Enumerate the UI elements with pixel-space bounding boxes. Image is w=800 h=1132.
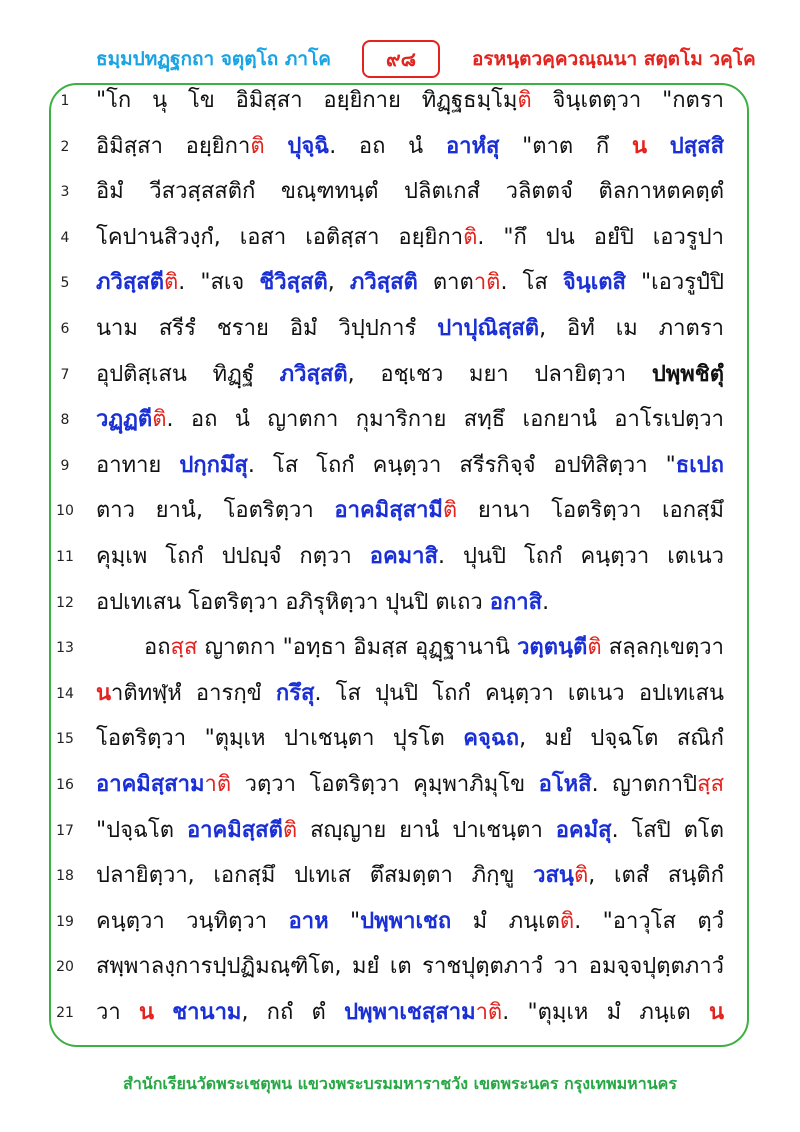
- text-segment: , อชฺเชว มยา ปลายิตฺวา: [347, 361, 652, 387]
- text-segment: ปพฺพาเชถ: [360, 908, 452, 934]
- text-line: [0, 443, 800, 489]
- text-segment: มํ ภนฺเต: [451, 908, 560, 934]
- text-segment: คจฺฉถ: [463, 726, 520, 752]
- text-segment: ปสฺสสิ: [669, 133, 725, 159]
- text-line: [0, 534, 800, 580]
- text-segment: น: [96, 680, 112, 706]
- text-segment: วสนฺ: [533, 863, 574, 889]
- text-line: [0, 488, 800, 534]
- text-segment: สฺส: [697, 772, 724, 797]
- text-segment: อคมาสิ: [369, 544, 438, 569]
- line-text: [96, 990, 724, 1036]
- text-segment: ชีวิสฺสติ: [259, 270, 328, 296]
- line-number: 12: [56, 594, 74, 611]
- text-line: [0, 580, 800, 626]
- text-segment: อกาสิ: [489, 589, 543, 615]
- text-segment: ติ: [559, 908, 575, 934]
- text-segment: คนฺตฺวา วนฺทิตฺวา: [96, 908, 289, 934]
- text-segment: ยานา โอตริตฺวา เอกสฺมึ: [457, 498, 724, 524]
- header-right-title: อรหนฺตวคฺควณฺณนา สตฺตโม วคฺโค: [472, 48, 756, 70]
- text-line: [0, 169, 800, 215]
- text-line: [0, 808, 800, 854]
- text-segment: ภวิสฺสตี: [96, 270, 164, 296]
- text-line: [0, 352, 800, 398]
- text-segment: , เตสํ สนฺติกํ: [588, 863, 724, 889]
- text-segment: .: [542, 589, 550, 615]
- text-line: [0, 899, 800, 945]
- text-segment: อาคมิสฺสาม: [96, 772, 205, 797]
- text-segment: วา: [96, 1000, 139, 1025]
- text-segment: ติ: [250, 133, 265, 159]
- text-segment: น: [138, 1000, 154, 1025]
- text-segment: อาคมิสฺสามี: [334, 498, 443, 524]
- text-segment: . "สเจ: [178, 270, 260, 296]
- text-segment: นาม สรีรํ ชราย อิมํ วิปฺปการํ: [96, 316, 438, 341]
- text-line: [0, 762, 800, 808]
- line-number: 16: [56, 777, 74, 793]
- text-line: [0, 215, 800, 261]
- line-number: 14: [56, 685, 74, 702]
- text-segment: ภวิสฺสติ: [279, 361, 348, 387]
- text-segment: ติ: [152, 407, 167, 433]
- line-number: 11: [56, 549, 74, 565]
- text-segment: ติ: [164, 270, 179, 296]
- text-segment: "โก นุ โข อิมิสฺสา อยฺยิกาย ทิฏฺฐธมฺโมฺ: [96, 88, 518, 113]
- text-segment: สฺส: [170, 635, 198, 661]
- line-text: [96, 78, 724, 124]
- text-segment: าติ: [204, 772, 232, 797]
- text-segment: ปพฺพชิตุํ: [651, 361, 724, 387]
- line-text: [96, 215, 724, 261]
- line-text: [96, 534, 724, 580]
- text-segment: จินฺเตตฺวา "กตรา: [531, 88, 724, 113]
- text-line: [0, 716, 800, 762]
- line-text: [96, 124, 724, 170]
- line-text: [96, 169, 724, 215]
- text-segment: อาห: [288, 908, 329, 934]
- line-text: [144, 625, 724, 671]
- text-segment: โคปานสิวงฺกํ, เอสา เอติสฺสา อยฺยิกา: [96, 224, 464, 250]
- line-text: [96, 488, 724, 534]
- line-number: 5: [60, 275, 70, 292]
- text-line: [0, 853, 800, 899]
- line-text: [96, 808, 724, 854]
- line-text: [96, 443, 724, 489]
- text-segment: ติ: [573, 863, 589, 889]
- line-text: [96, 260, 724, 306]
- text-segment: , กถํ ตํ: [241, 1000, 345, 1025]
- line-text: [96, 397, 724, 443]
- page-number: ๙๘: [362, 40, 440, 78]
- line-number: 17: [56, 822, 74, 839]
- text-line: [0, 625, 800, 671]
- text-segment: . "อาวุโส ตฺวํ: [574, 908, 724, 934]
- text-segment: , มยํ ปจฺฉโต สณิกํ: [519, 726, 724, 752]
- line-number: 18: [56, 868, 74, 885]
- text-line: [0, 990, 800, 1036]
- text-line: [0, 306, 800, 352]
- text-segment: [265, 134, 288, 159]
- text-segment: สลฺลกฺเขตฺวา: [601, 635, 724, 661]
- text-segment: , อิทํ เม ภาตรา: [539, 316, 724, 341]
- text-segment: น: [708, 1000, 725, 1025]
- line-number: 4: [60, 229, 70, 246]
- text-segment: ปพฺพาเชสฺสาม: [344, 1000, 476, 1025]
- text-segment: . ญาตกาปิ: [591, 772, 698, 797]
- text-segment: าติ: [475, 1000, 503, 1025]
- line-text: [96, 352, 724, 398]
- text-segment: อาทาย: [96, 452, 180, 478]
- text-segment: ปุจฺฉิ: [287, 133, 330, 159]
- text-segment: อิมํ วีสวสฺสสติกํ ขณฺฑทนฺตํ ปลิตเกสํ วลิตตจํ ติลกาหตคตฺตํ: [96, 179, 724, 205]
- text-segment: ": [328, 908, 361, 934]
- text-segment: "ปจฺฉโต: [96, 817, 187, 843]
- line-number: 19: [56, 913, 74, 930]
- text-segment: อุปติสฺเสน ทิฏฺฐํ: [96, 361, 280, 387]
- text-segment: ติ: [442, 498, 458, 524]
- text-segment: ,: [327, 270, 350, 296]
- text-segment: าติ: [473, 270, 501, 296]
- text-segment: [154, 1000, 172, 1025]
- text-segment: วฏฺฏตี: [96, 407, 153, 433]
- line-number: 7: [60, 366, 70, 383]
- line-text: [96, 762, 724, 808]
- line-number: 1: [60, 93, 70, 109]
- text-line: [0, 671, 800, 717]
- text-segment: [647, 134, 670, 159]
- line-text: [96, 306, 724, 352]
- text-segment: ตาว ยานํ, โอตริตฺวา: [96, 498, 335, 524]
- text-line: [0, 397, 800, 443]
- text-segment: อาหํสุ: [445, 133, 500, 159]
- text-segment: จินฺเตสิ: [562, 270, 626, 296]
- text-segment: สญฺญาย ยานํ ปาเชนฺตา: [297, 817, 556, 843]
- text-segment: . "กึ ปน อยํปิ เอวรูปา: [477, 224, 725, 250]
- text-segment: วตฺตนฺตี: [517, 635, 588, 661]
- text-segment: อิมิสฺสา อยฺยิกา: [96, 133, 251, 159]
- text-segment: อปเทเสน โอตริตฺวา อภิรุหิตฺวา ปุนปิ ตเถว: [96, 589, 490, 615]
- text-segment: โอตริตฺวา "ตุมฺเห ปาเชนฺตา ปุรโต: [96, 726, 464, 752]
- text-segment: . โส ปุนปิ โถกํ คนฺตฺวา เตเนว อปเทเสน: [314, 680, 724, 706]
- text-segment: . โส: [500, 270, 563, 296]
- text-segment: ชานาม: [172, 1000, 242, 1025]
- text-segment: ติ: [587, 635, 602, 661]
- text-segment: ปลายิตฺวา, เอกสฺมึ ปเทเส ตึสมตฺตา ภิกฺขู: [96, 863, 534, 889]
- line-number: 20: [56, 959, 74, 976]
- line-text: [96, 716, 724, 762]
- text-segment: ติ: [282, 817, 298, 843]
- line-text: [96, 671, 724, 717]
- text-segment: "ตาต กึ: [499, 133, 632, 159]
- text-segment: ติ: [517, 88, 532, 113]
- header-left-title: ธมฺมปทฏฺฐกถา จตุตฺโถ ภาโค: [96, 48, 332, 70]
- text-segment: ปกฺกมึสุ: [179, 452, 248, 478]
- text-segment: วตฺวา โอตริตฺวา คุมฺพาภิมุโข: [231, 772, 539, 797]
- footer-text: สำนักเรียนวัดพระเชตุพน แขวงพระบรมมหาราชวัง เขตพระนคร กรุงเทพมหานคร: [123, 1074, 677, 1093]
- line-number: 3: [60, 184, 70, 201]
- line-text: [96, 944, 724, 990]
- text-segment: สพฺพาลงฺการปฺปฏิมณฺฑิโต, มยํ เต ราชปุตฺตภาวํ วา อมจฺจปุตฺตภาวํ: [96, 954, 724, 980]
- text-segment: ตาต: [417, 270, 474, 296]
- line-number: 2: [60, 138, 70, 155]
- text-segment: . โส โถกํ คนฺตฺวา สรีรกิจฺจํ อปทิสิตฺวา ": [247, 452, 676, 478]
- text-segment: คุมฺเพ โถกํ ปปญฺจํ กตฺวา: [96, 544, 370, 569]
- text-segment: . โสปิ ตโต: [611, 817, 724, 843]
- text-line: [0, 944, 800, 990]
- line-number: 13: [56, 640, 74, 657]
- line-number: 8: [60, 412, 70, 429]
- text-segment: . อถ นํ ญาตกา กุมาริกาย สทฺธึ เอกยานํ อาโรเปตฺวา: [166, 407, 724, 433]
- text-segment: ติ: [463, 224, 478, 250]
- text-segment: "เอวรูปํปิ: [625, 270, 724, 296]
- text-line: [0, 78, 800, 124]
- line-text: [96, 853, 724, 899]
- text-segment: . อถ นํ: [329, 133, 446, 159]
- text-line: [0, 260, 800, 306]
- text-segment: าติทฬฺหํ อารกฺขํ: [111, 680, 276, 706]
- line-number: 15: [56, 731, 74, 748]
- text-line: [0, 124, 800, 170]
- text-segment: อาคมิสฺสตี: [186, 817, 283, 843]
- text-segment: ญาตกา "อทฺธา อิมสฺส อุฏฺฐานานิ: [197, 635, 518, 661]
- text-segment: อคมํสุ: [555, 817, 612, 843]
- line-number: 9: [60, 457, 70, 474]
- text-segment: . ปุนปิ โถกํ คนฺตฺวา เตเนว: [437, 544, 724, 569]
- text-segment: กรึสุ: [275, 680, 315, 706]
- line-number: 10: [56, 503, 74, 520]
- text-segment: ปาปุณิสฺสติ: [437, 316, 540, 341]
- line-number: 21: [56, 1005, 74, 1021]
- line-number: 6: [60, 321, 70, 337]
- text-segment: อถ: [144, 635, 171, 661]
- text-segment: น: [631, 133, 648, 159]
- text-segment: ภวิสฺสติ: [349, 270, 418, 296]
- line-text: [96, 899, 724, 945]
- text-segment: อโหสิ: [538, 772, 592, 797]
- text-segment: . "ตุมฺเห มํ ภนฺเต: [502, 1000, 709, 1025]
- line-text: [96, 580, 724, 626]
- text-segment: ธเปถ: [675, 452, 724, 478]
